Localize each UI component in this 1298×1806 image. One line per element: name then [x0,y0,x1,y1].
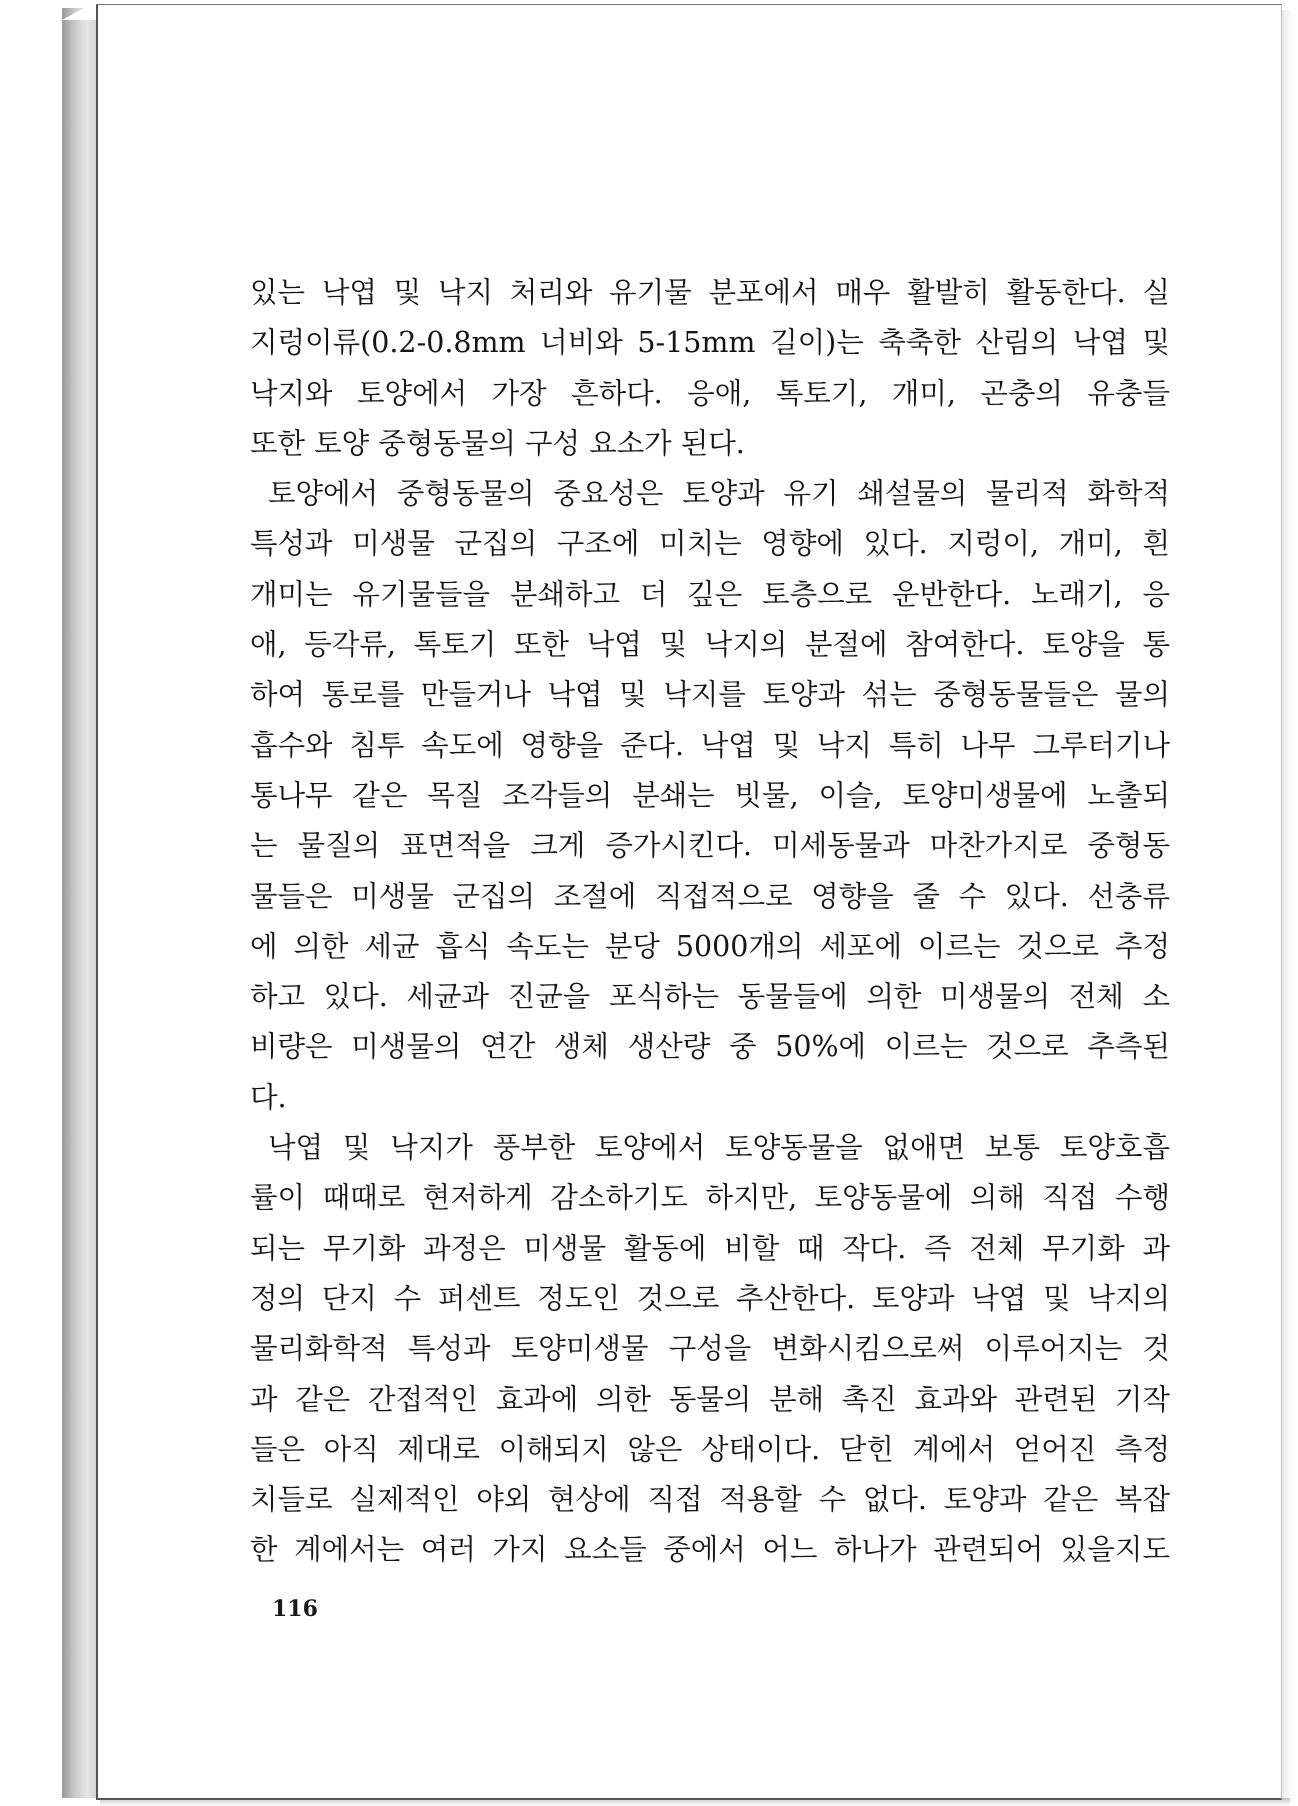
text-line: 에 의한 세균 흡식 속도는 분당 5000개의 세포에 이르는 것으로 추정 [250,929,1170,963]
text-line: 다. [250,1080,287,1114]
text-line: 흡수와 침투 속도에 영향을 준다. 낙엽 및 낙지 특히 나무 그루터기나 [250,728,1170,762]
body-text [250,268,1170,1576]
text-line: 치들로 실제적인 야외 현상에 직접 적용할 수 없다. 토양과 같은 복잡 [250,1483,1170,1517]
text-line: 과 같은 간접적인 효과에 의한 동물의 분해 촉진 효과와 관련된 기작 [250,1382,1170,1416]
text-line: 지렁이류(0.2-0.8mm 너비와 5-15mm 길이)는 축축한 산림의 낙엽 및 [250,326,1170,360]
text-line: 률이 때때로 현저하게 감소하기도 하지만, 토양동물에 의해 직접 수행 [250,1181,1170,1215]
text-line: 개미는 유기물들을 분쇄하고 더 깊은 토층으로 운반한다. 노래기, 응 [250,577,1170,611]
text-line: 한 계에서는 여러 가지 요소들 중에서 어느 하나가 관련되어 있을지도 [250,1533,1170,1567]
text-line: 또한 토양 중형동물의 구성 요소가 된다. [250,426,745,460]
text-line: 물리화학적 특성과 토양미생물 구성을 변화시킴으로써 이루어지는 것 [250,1332,1170,1366]
text-line: 되는 무기화 과정은 미생물 활동에 비할 때 작다. 즉 전체 무기화 과 [250,1231,1170,1265]
text-line: 하고 있다. 세균과 진균을 포식하는 동물들에 의한 미생물의 전체 소 [250,980,1170,1014]
text-line: 물들은 미생물 군집의 조절에 직접적으로 영향을 줄 수 있다. 선충류 [250,879,1170,913]
text-line: 특성과 미생물 군집의 구조에 미치는 영향에 있다. 지렁이, 개미, 흰 [250,527,1170,561]
text-line: 비량은 미생물의 연간 생체 생산량 중 50%에 이르는 것으로 추측된 [250,1030,1170,1064]
text-line: 있는 낙엽 및 낙지 처리와 유기물 분포에서 매우 활발히 활동한다. 실 [250,276,1170,309]
text-line: 토양에서 중형동물의 중요성은 토양과 유기 쇄설물의 물리적 화학적 [268,477,1170,511]
text-line: 하여 통로를 만들거나 낙엽 및 낙지를 토양과 섞는 중형동물들은 물의 [250,678,1170,712]
text-line: 들은 아직 제대로 이해되지 않은 상태이다. 닫힌 계에서 얻어진 측정 [250,1432,1170,1466]
text-line: 정의 단지 수 퍼센트 정도인 것으로 추산한다. 토양과 낙엽 및 낙지의 [250,1281,1170,1315]
book-edge [62,8,98,1798]
text-line: 낙엽 및 낙지가 풍부한 토양에서 토양동물을 없애면 보통 토양호흡 [268,1131,1170,1165]
text-line: 통나무 같은 목질 조각들의 분쇄는 빗물, 이슬, 토양미생물에 노출되 [250,778,1170,812]
text-line: 는 물질의 표면적을 크게 증가시킨다. 미세동물과 마찬가지로 중형동 [250,829,1170,863]
page-number: 116 [272,1596,318,1622]
text-line: 낙지와 토양에서 가장 흔하다. 응애, 톡토기, 개미, 곤충의 유충들 [250,376,1170,410]
text-line: 애, 등각류, 톡토기 또한 낙엽 및 낙지의 분절에 참여한다. 토양을 통 [250,628,1170,662]
